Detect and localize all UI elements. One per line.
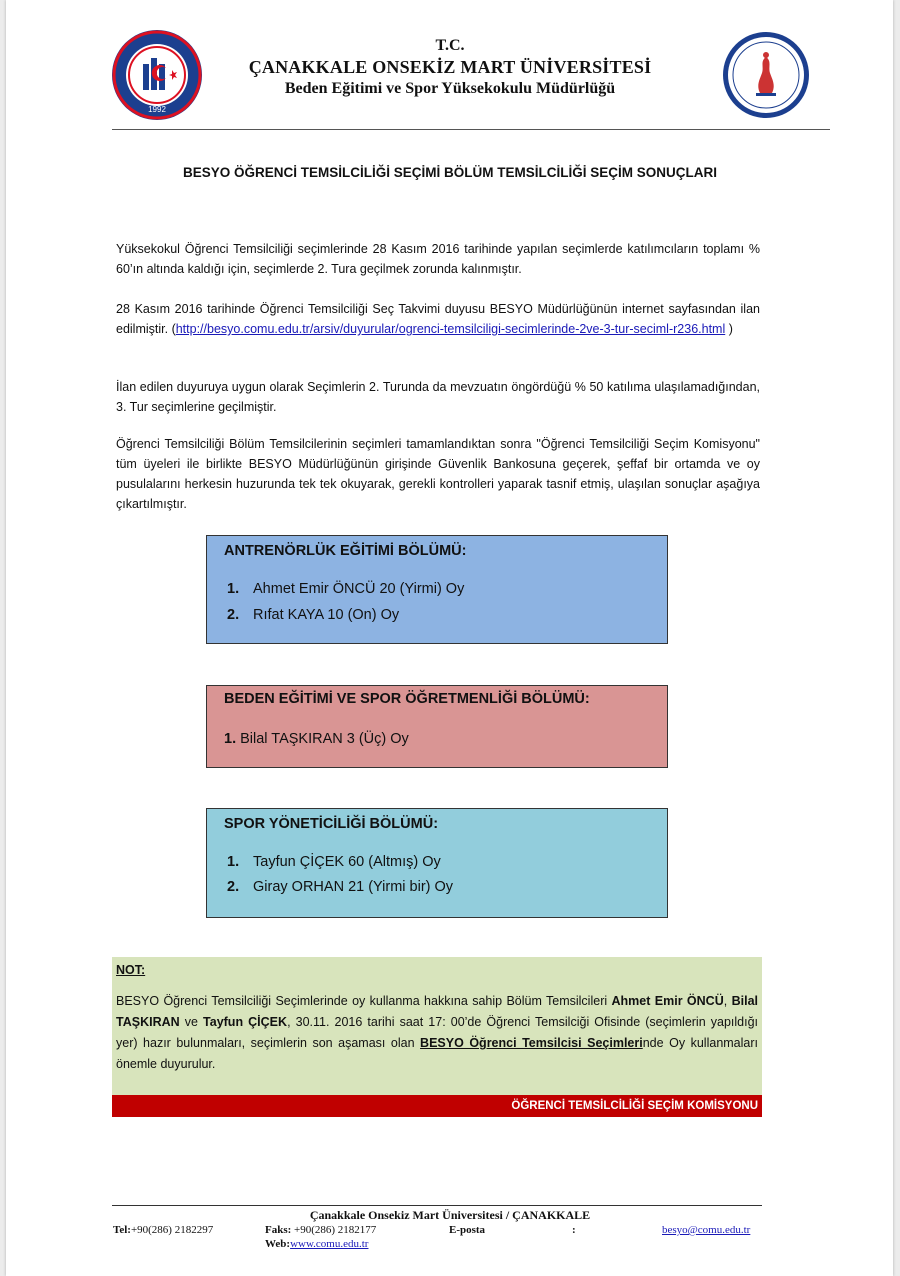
footer-colon: : [572, 1224, 576, 1236]
section-heading: SPOR YÖNETİCİLİĞİ BÖLÜMÜ: [224, 816, 439, 832]
paragraph-2 [116, 299, 760, 339]
footer-email[interactable]: besyo@comu.edu.tr [662, 1224, 751, 1236]
paragraph-4: Öğrenci Temsilciliği Bölüm Temsilcilerinin seçimleri tamamlandıktan sonra "Öğrenci Temsilciliği Seçim Komisyonu" tüm üyeleri ile birlikte BESYO Müdürlüğünün girişinde Güvenlik Bankosuna geçerek, şeffaf bir ortamda ve oy pusulalarını herkesin huzurunda tek tek okuyarak, gerekli kontrolleri yaparak tasnif etmiş, ulaşılan sonuçlar aşağıya çıkartılmıştır. [116, 437, 760, 511]
footer-address: Çanakkale Onsekiz Mart Üniversitesi / ÇANAKKALE [309, 1208, 591, 1222]
note-text: BESYO Öğrenci Temsilciliği Seçimlerinde oy kullanma hakkına sahip Bölüm Temsilcileri Ahmet Emir ÖNCÜ, Bilal TAŞKIRAN ve Tayfun ÇİÇEK, 30.11. 2016 tarihi saat 17: 00’de Öğrenci Temsilciği Ofisinde (seçimlerin yapıldığı yer) hazır bulunmaları, seçimlerin son aşaması olan BESYO Öğrenci Temsilcisi Seçimlerinde Oy kullanmaları önemle duyurulur. [116, 994, 758, 1071]
footer-email-label: E-posta [449, 1224, 486, 1236]
logo-year: 1992 [148, 105, 166, 114]
header-tc: T.C. [435, 37, 465, 54]
header-divider [112, 129, 830, 130]
list-item: 1. Bilal TAŞKIRAN 3 (Üç) Oy [224, 731, 409, 747]
header-department: Beden Eğitimi ve Spor Yüksekokulu Müdürlüğü [284, 80, 616, 97]
section-beden-egitimi [206, 685, 668, 768]
note-box [112, 957, 762, 1095]
committee-banner: ÖĞRENCİ TEMSİLCİLİĞİ SEÇİM KOMİSYONU [112, 1095, 762, 1117]
section-heading: ANTRENÖRLÜK EĞİTİMİ BÖLÜMÜ: [224, 543, 467, 559]
footer-divider [112, 1205, 762, 1206]
announcement-link[interactable]: http://besyo.comu.edu.tr/arsiv/duyurular/ogrenci-temsilciligi-secimlerinde-2ve-3-tur-seciml-r236.html [175, 322, 726, 336]
section-spor-yoneticiligi [206, 808, 668, 918]
paragraph-2-text: 28 Kasım 2016 tarihinde Öğrenci Temsilciliği Seç Takvimi duyusu BESYO Müdürlüğünün internet sayfasından ilan edilmiştir. ( [116, 302, 760, 336]
web-link[interactable]: www.comu.edu.tr [290, 1238, 369, 1250]
footer-tel: Tel:+90(286) 2182297 [113, 1224, 214, 1236]
section-antrenorluk [206, 535, 668, 644]
list-item: 1. Tayfun ÇİÇEK 60 (Altmış) Oy [227, 854, 441, 870]
note-label: NOT: [116, 963, 146, 977]
footer-fax: Faks: +90(286) 2182177 [265, 1224, 377, 1236]
document-title: BESYO ÖĞRENCİ TEMSİLCİLİĞİ SEÇİMİ BÖLÜM TEMSİLCİLİĞİ SEÇİM SONUÇLARI [182, 165, 717, 180]
paragraph-2-end: ) [725, 322, 733, 336]
list-item: 2. Rıfat KAYA 10 (On) Oy [227, 607, 400, 623]
list-item: 2. Giray ORHAN 21 (Yirmi bir) Oy [227, 879, 454, 895]
section-heading: BEDEN EĞİTİMİ VE SPOR ÖĞRETMENLİĞİ BÖLÜMÜ: [224, 691, 590, 707]
paragraph-3: İlan edilen duyuruya uygun olarak Seçimlerin 2. Turunda da mevzuatın öngördüğü % 50 katılıma ulaşılamadığından, 3. Tur seçimlerine geçilmiştir. [116, 380, 760, 414]
list-item: 1. Ahmet Emir ÖNCÜ 20 (Yirmi) Oy [227, 581, 465, 597]
footer-web: Web:www.comu.edu.tr [265, 1238, 369, 1250]
paragraph-1: Yüksekokul Öğrenci Temsilciliği seçimlerinde 28 Kasım 2016 tarihinde yapılan seçimlerde katılımcıların toplamı % 60’ın altında kaldığı için, seçimlerde 2. Tura geçilmek zorunda kalınmıştır. [116, 242, 760, 276]
header-university: ÇANAKKALE ONSEKİZ MART ÜNİVERSİTESİ [248, 57, 652, 77]
